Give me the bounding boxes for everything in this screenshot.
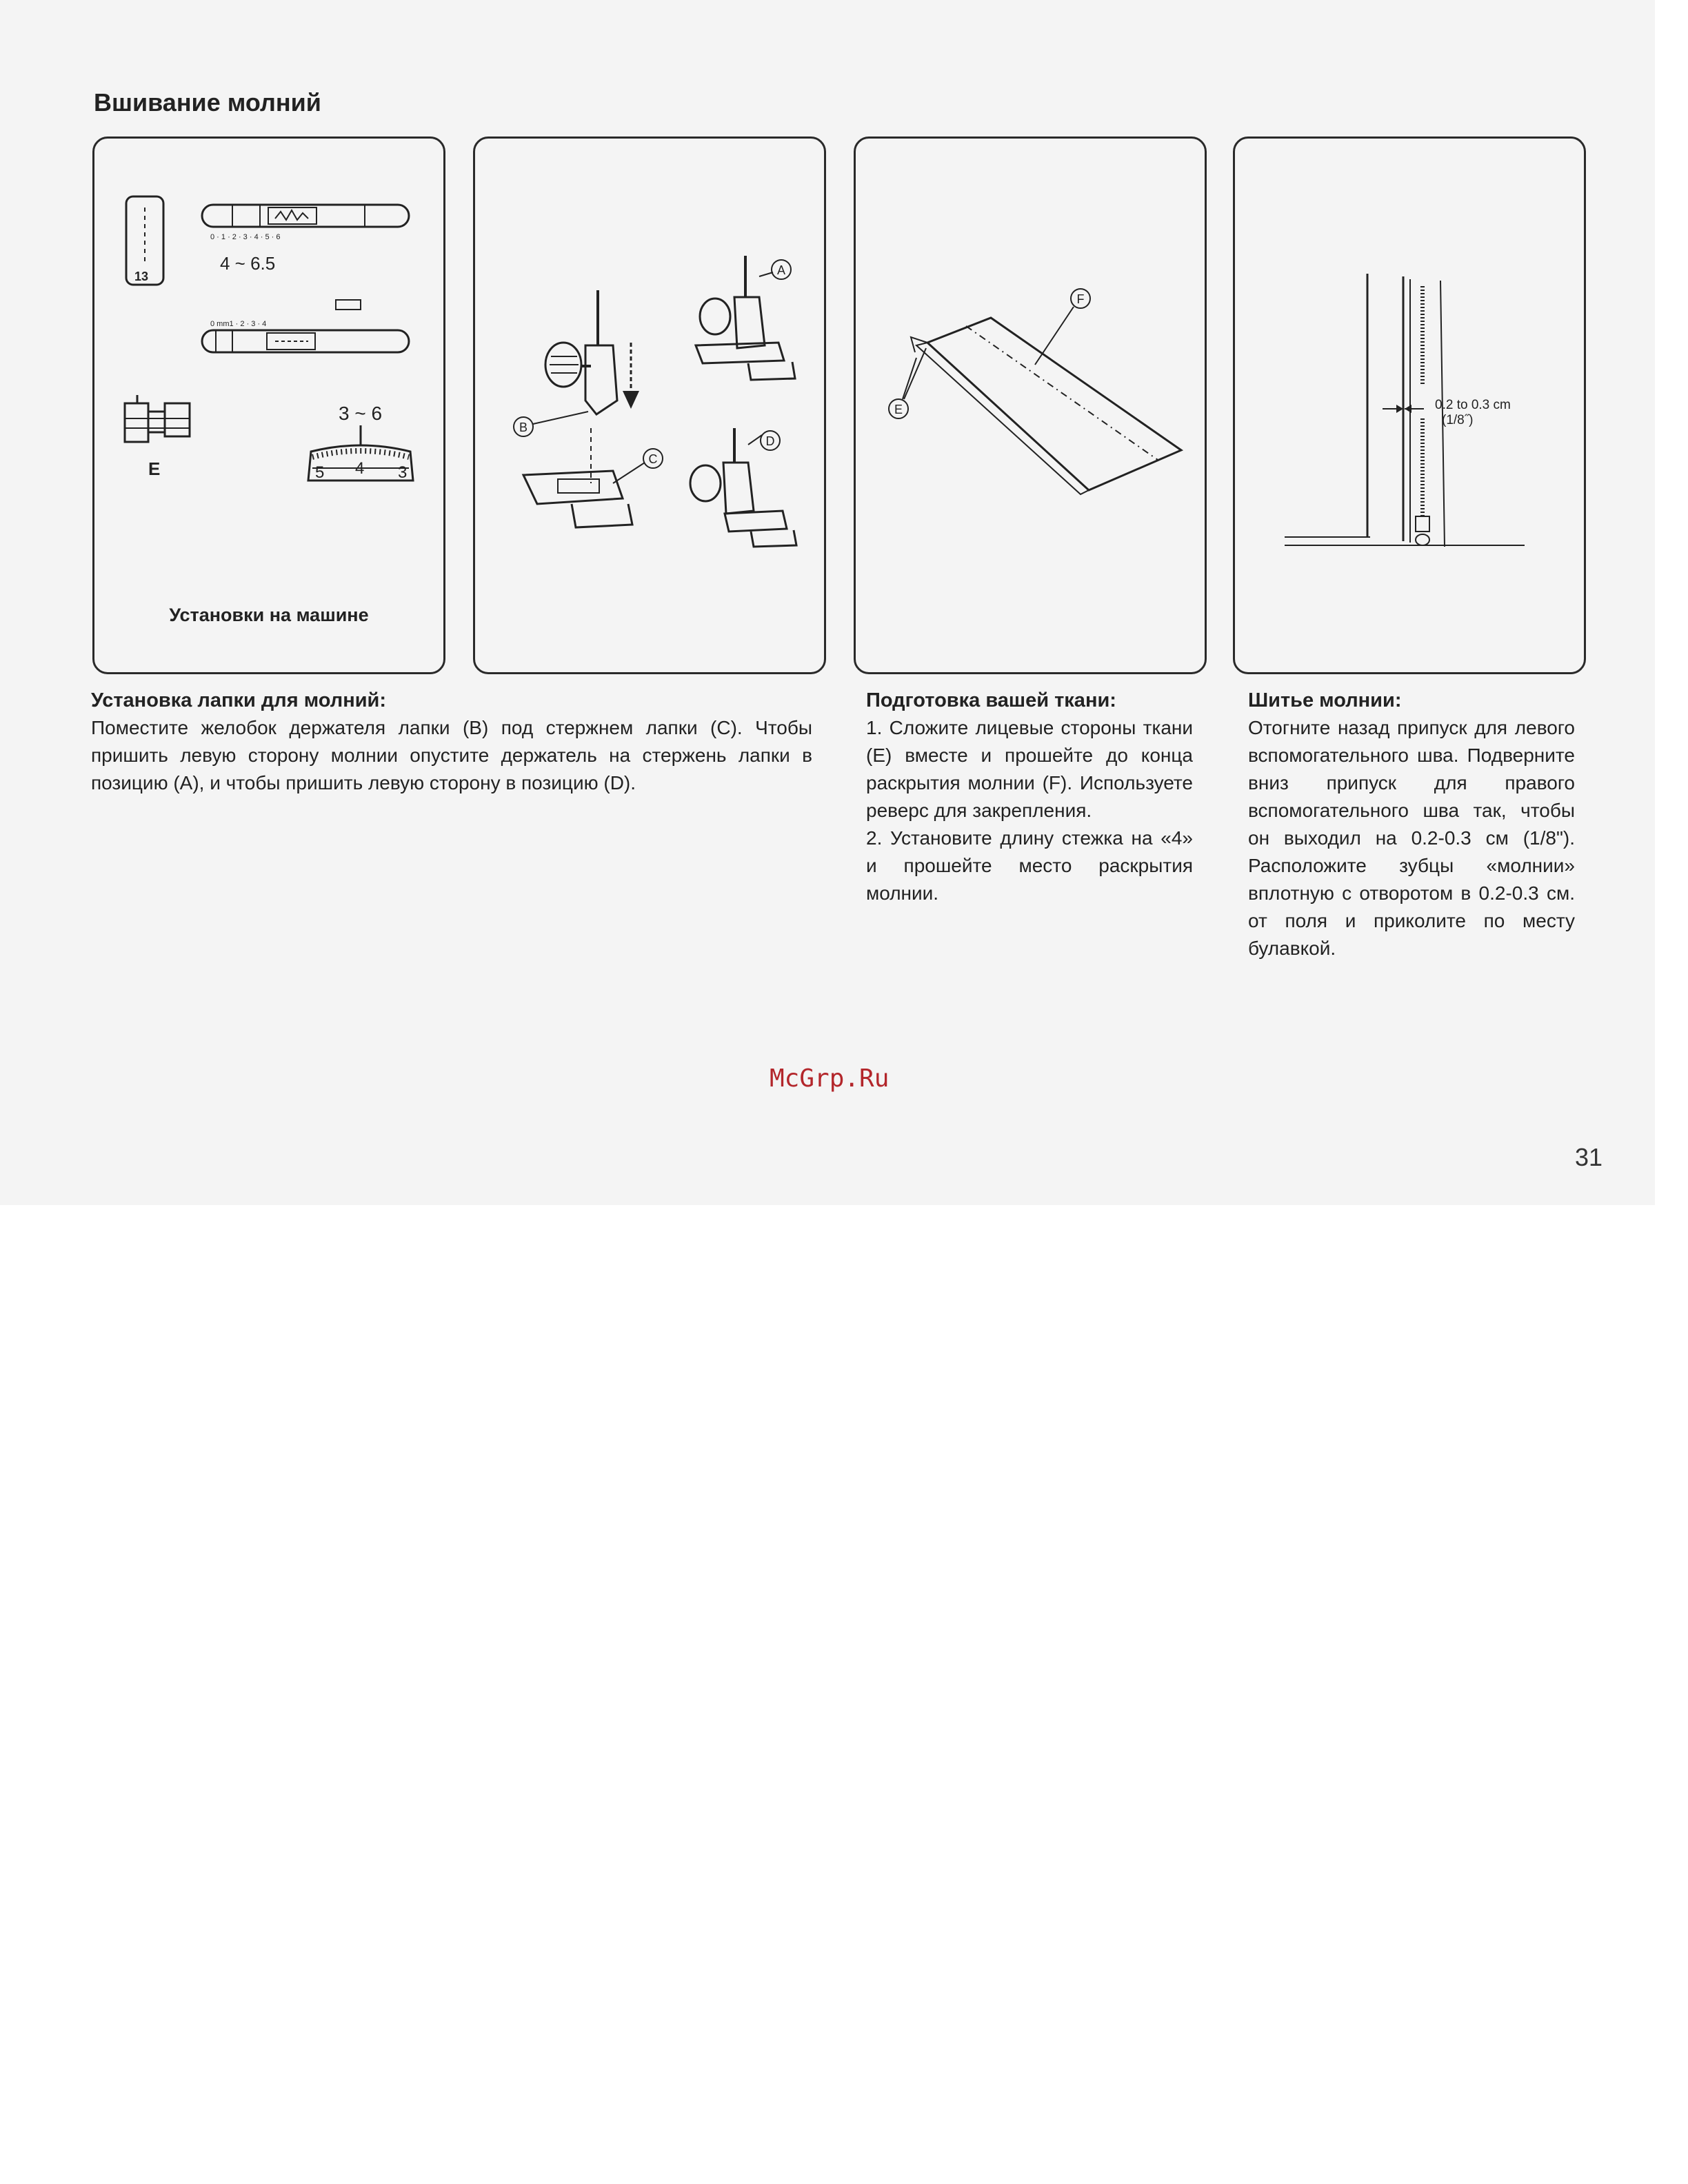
label-b [514,412,588,436]
dial-value-center: 4 [355,459,365,478]
page-title: Вшивание молний [94,88,321,117]
dial-value-high: 3 [398,463,408,482]
machine-settings-illustration [94,139,443,672]
label-c [643,449,663,468]
page-number: 31 [1575,1143,1603,1171]
svg-text:D: D [765,434,775,448]
section-heading: Подготовка вашей ткани: [866,689,1116,711]
arrow-down-icon [623,343,639,409]
folded-fabric-drawing [911,318,1181,494]
measurement-metric: 0.2 to 0.3 cm [1435,398,1511,412]
panel-caption: Установки на машине [169,605,369,625]
tension-dial [308,403,413,482]
fabric-preparation-section [866,687,1193,907]
machine-settings-panel [92,136,445,674]
foot-installation-section [91,687,812,797]
measurement-inch: (1/8˝) [1442,413,1474,427]
stitch-width-range: 4 ~ 6.5 [220,253,276,274]
svg-text:B: B [519,421,528,434]
zipper-foot-icon [125,395,190,479]
label-f [1035,289,1090,365]
svg-text:F: F [1076,292,1085,306]
foot-letter: E [148,458,161,479]
fabric-illustration [856,139,1205,672]
svg-text:A: A [776,263,786,277]
svg-text:C: C [648,452,658,466]
indicator-icon [336,300,361,310]
stitch-length-scale: 0 mm1 · 2 · 3 · 4 [210,320,267,328]
label-e [889,348,926,418]
foot-installation-panel [473,136,826,674]
needle-plate-number: 13 [134,270,149,283]
foot-holder-drawing [545,290,617,483]
stitch-length-selector [202,320,409,352]
zipper-sewing-panel [1233,136,1586,674]
tension-range: 3 ~ 6 [339,403,383,424]
foot-installation-illustration [475,139,824,672]
stitch-width-scale: 0 · 1 · 2 · 3 · 4 · 5 · 6 [210,233,281,241]
zipper-illustration [1235,139,1584,672]
watermark: McGrp.Ru [770,1064,890,1093]
stitch-width-selector [202,205,409,274]
section-heading: Шитье молнии: [1248,689,1402,711]
section-body: Отогните назад припуск для левого вспомогательного шва. Подверните вниз припуск для правого вспомогательного шва так, чтобы он выходил на 0.2-0.3 см (1/8"). Расположите зубцы «молнии» вплотную с отворотом в 0.2-0.3 см. от поля и приколите по месту булавкой. [1248,717,1575,959]
needle-plate-icon [126,196,163,285]
label-d [761,431,780,450]
presser-foot-drawing [523,463,645,527]
label-a [772,260,791,279]
step-1: 1. Сложите лицевые стороны ткани (E) вместе и прошейте до конца раскрытия молнии (F). Используете реверс для закрепления. [866,717,1193,821]
section-body: Поместите желобок держателя лапки (B) под стержнем лапки (C). Чтобы пришить левую сторону молнии опустите держатель на стержень лапки в позицию (A), и чтобы пришить левую сторону в позицию (D). [91,717,812,793]
dial-value-low: 5 [315,463,325,482]
zipper-sewing-section [1248,687,1575,962]
section-heading: Установка лапки для молний: [91,689,387,711]
zipper-teeth-drawing [1410,279,1445,547]
position-d-drawing [690,428,796,547]
step-2: 2. Установите длину стежка на «4» и прошейте место раскрытия молнии. [866,827,1193,904]
fabric-preparation-panel [854,136,1207,674]
svg-text:E: E [894,403,903,416]
